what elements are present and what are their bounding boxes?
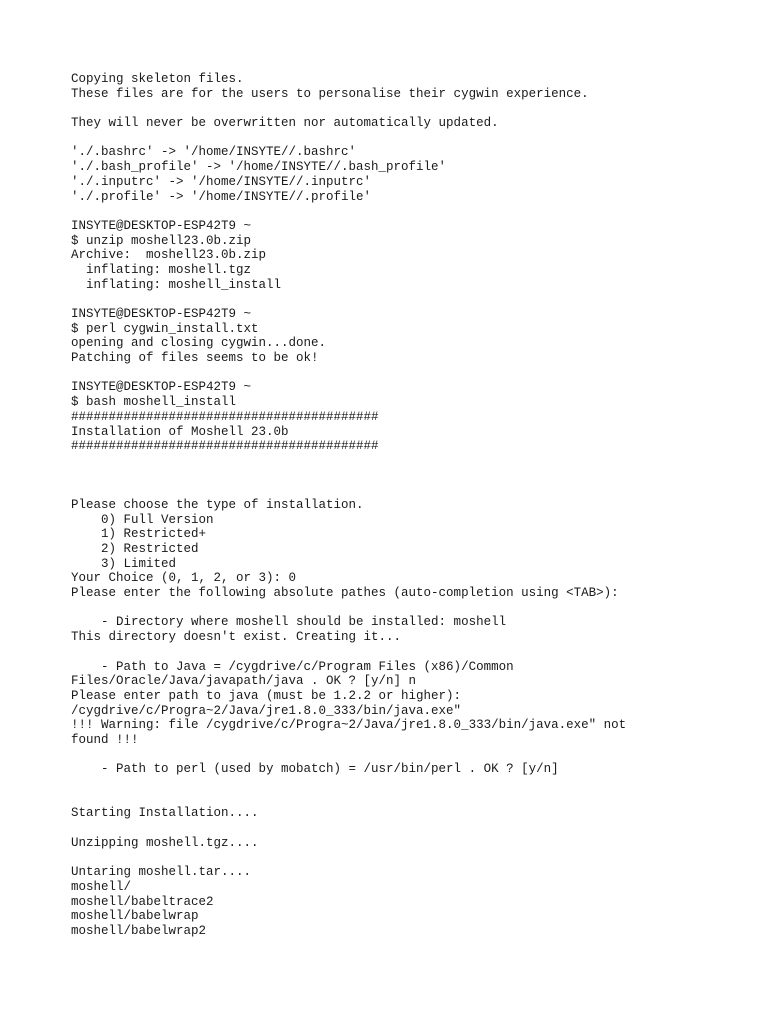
blank-line: [71, 483, 751, 498]
output-line: inflating: moshell_install: [71, 277, 282, 292]
blank-line: [71, 131, 751, 146]
output-line: 2) Restricted: [71, 542, 199, 556]
blank-line: [71, 601, 751, 616]
output-line: Copying skeleton files.: [71, 72, 244, 86]
output-line: They will never be overwritten nor automatically updated.: [71, 116, 499, 131]
output-line: 3) Limited: [71, 556, 177, 571]
output-line: Starting Installation....: [71, 806, 259, 821]
output-line: INSYTE@DESKTOP-ESP42T9 ~: [71, 307, 252, 321]
output-line: moshell/: [71, 879, 132, 894]
blank-line: [71, 366, 751, 381]
output-line: These files are for the users to personalise their cygwin experience.: [71, 86, 589, 101]
blank-line: [71, 850, 751, 865]
output-line: - Path to Java = /cygdrive/c/Program Files (x86)/Common: [71, 659, 514, 674]
output-line: - Path to perl (used by mobatch) = /usr/bin/perl . OK ? [y/n]: [71, 762, 559, 777]
output-line: Please enter the following absolute pathes (auto-completion using <TAB>):: [71, 586, 619, 601]
output-line: INSYTE@DESKTOP-ESP42T9 ~: [71, 218, 252, 233]
output-line: 0) Full Version: [71, 512, 214, 527]
output-line: Please choose the type of installation.: [71, 497, 364, 512]
output-line: INSYTE@DESKTOP-ESP42T9 ~: [71, 380, 252, 395]
output-line: inflating: moshell.tgz: [71, 262, 252, 277]
output-line: './.bash_profile' -> '/home/INSYTE//.bash_profile': [71, 160, 447, 175]
blank-line: [71, 748, 751, 763]
output-line: Please enter path to java (must be 1.2.2 or higher):: [71, 688, 462, 703]
output-line: './.profile' -> '/home/INSYTE//.profile': [71, 189, 372, 204]
blank-line: [71, 101, 751, 116]
terminal-output: [71, 72, 751, 939]
output-line: /cygdrive/c/Progra~2/Java/jre1.8.0_333/bin/java.exe": [71, 703, 462, 718]
output-line: opening and closing cygwin...done.: [71, 336, 327, 351]
output-line: $ bash moshell_install: [71, 395, 237, 410]
output-line: Patching of files seems to be ok!: [71, 351, 319, 366]
output-line: moshell/babelwrap2: [71, 923, 207, 938]
blank-line: [71, 777, 751, 792]
output-line: Unzipping moshell.tgz....: [71, 835, 259, 850]
output-line: Archive: moshell23.0b.zip: [71, 248, 267, 263]
blank-line: [71, 204, 751, 219]
blank-line: [71, 645, 751, 660]
output-line: Files/Oracle/Java/javapath/java . OK ? [y/n] n: [71, 674, 417, 689]
output-line: Your Choice (0, 1, 2, or 3): 0: [71, 571, 297, 586]
output-line: moshell/babeltrace2: [71, 894, 214, 909]
output-line: 1) Restricted+: [71, 527, 207, 542]
output-line: This directory doesn't exist. Creating it...: [71, 630, 402, 645]
output-line: './.bashrc' -> '/home/INSYTE//.bashrc': [71, 145, 357, 160]
output-line: Untaring moshell.tar....: [71, 865, 252, 880]
blank-line: [71, 821, 751, 836]
output-line: $ unzip moshell23.0b.zip: [71, 233, 252, 248]
output-line: found !!!: [71, 732, 139, 747]
output-line: moshell/babelwrap: [71, 909, 199, 924]
output-line: $ perl cygwin_install.txt: [71, 321, 259, 336]
output-line: #########################################: [71, 439, 379, 454]
blank-line: [71, 469, 751, 484]
output-line: - Directory where moshell should be installed: moshell: [71, 615, 507, 630]
output-line: #########################################: [71, 409, 379, 424]
blank-line: [71, 292, 751, 307]
blank-line: [71, 454, 751, 469]
blank-line: [71, 792, 751, 807]
output-line: Installation of Moshell 23.0b: [71, 424, 289, 439]
output-line: !!! Warning: file /cygdrive/c/Progra~2/Java/jre1.8.0_333/bin/java.exe" not: [71, 718, 627, 733]
output-line: './.inputrc' -> '/home/INSYTE//.inputrc': [71, 174, 372, 189]
